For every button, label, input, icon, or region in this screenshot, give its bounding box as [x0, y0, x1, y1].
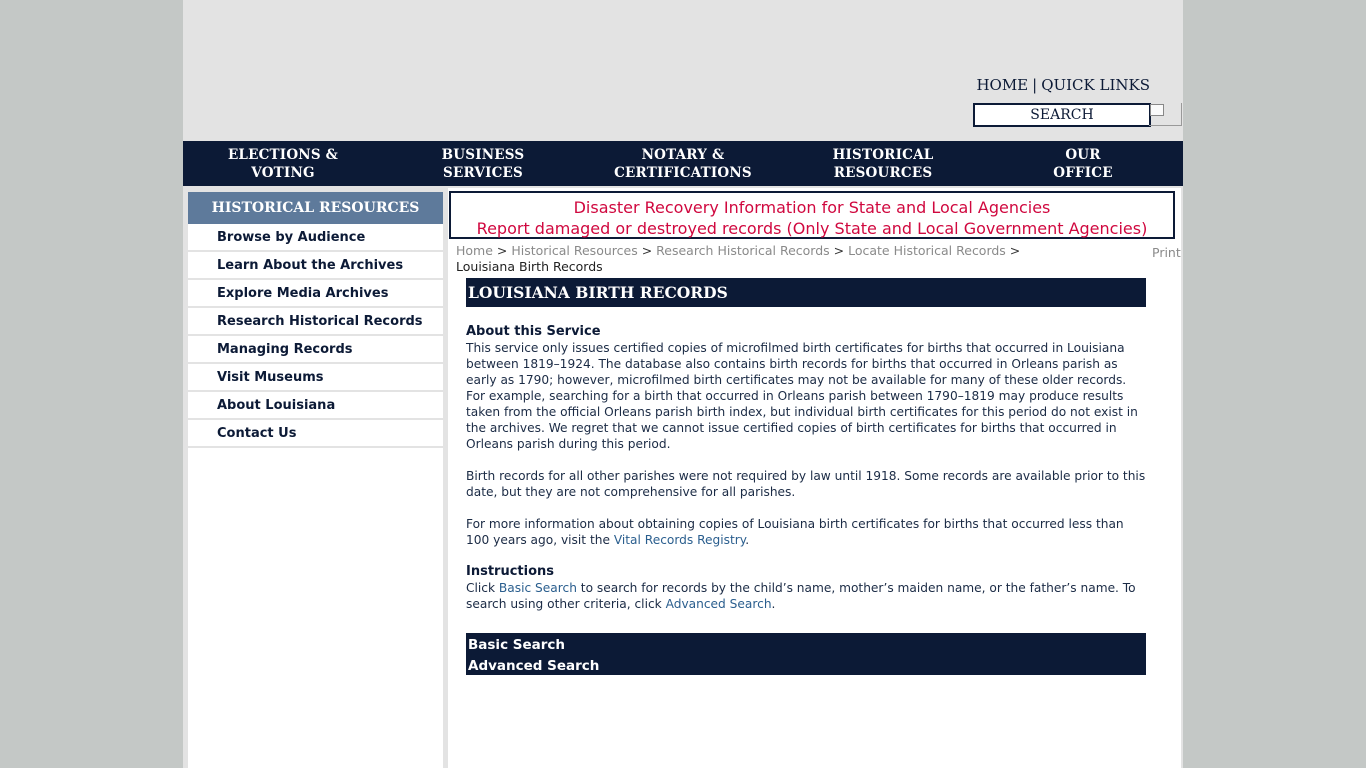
home-link[interactable]: HOME: [976, 76, 1029, 94]
sidebar-item-browse-by-audience[interactable]: Browse by Audience: [188, 224, 443, 252]
about-paragraph-3: [466, 516, 1146, 548]
sidebar-item-research-historical-records[interactable]: Research Historical Records: [188, 308, 443, 336]
nav-elections-voting[interactable]: ELECTIONS & VOTING: [227, 147, 339, 181]
vital-records-registry-link[interactable]: Vital Records Registry: [613, 533, 746, 547]
about-p3-text: For more information about obtaining copies of Louisiana birth certificates for births that occurred less than 100 years ago, visit the: [466, 517, 1124, 547]
about-paragraph-2: Birth records for all other parishes were not required by law until 1918. Some records are available prior to this date, but they are not comprehensive for all parishes.: [466, 469, 1146, 499]
page-title: LOUISIANA BIRTH RECORDS: [466, 278, 1146, 307]
breadcrumb-historical-resources[interactable]: Historical Resources: [511, 243, 638, 258]
broken-image-icon: [1150, 104, 1164, 116]
about-p3-end: .: [745, 533, 750, 547]
article: [466, 278, 1146, 675]
breadcrumb-separator: >: [1005, 243, 1021, 258]
nav-notary-certifications[interactable]: NOTARY & CERTIFICATIONS: [614, 147, 752, 181]
instr-text-end: .: [771, 597, 776, 611]
top-links-separator: |: [1032, 76, 1038, 94]
print-link[interactable]: Print: [1152, 245, 1181, 260]
advanced-search-inline-link[interactable]: Advanced Search: [665, 597, 772, 611]
nav-our-office[interactable]: OUR OFFICE: [1053, 147, 1113, 181]
sidebar-item-contact-us[interactable]: Contact Us: [188, 420, 443, 448]
breadcrumb-locate-historical-records[interactable]: Locate Historical Records: [848, 243, 1006, 258]
basic-search-link[interactable]: Basic Search: [468, 637, 566, 653]
breadcrumb-home[interactable]: Home: [456, 243, 493, 258]
basic-search-inline-link[interactable]: Basic Search: [498, 581, 577, 595]
breadcrumb-separator: >: [492, 243, 512, 258]
breadcrumb-separator: >: [829, 243, 849, 258]
sidebar-item-learn-about-archives[interactable]: Learn About the Archives: [188, 252, 443, 280]
instr-text-start: Click: [466, 581, 499, 595]
nav-historical-resources[interactable]: HISTORICAL RESOURCES: [832, 147, 934, 181]
page: [183, 0, 1183, 768]
header: [183, 0, 1183, 141]
top-links: [976, 76, 1150, 94]
instructions-paragraph: [466, 580, 1146, 612]
about-paragraph-1: This service only issues certified copies of microfilmed birth certificates for births that occurred in Louisiana between 1819–1924. The database also contains birth records for births that occurred in Orleans parish as early as 1790; however, microfilmed birth certificates may not be available for many of these older records. For example, searching for a birth that occurred in Orleans parish between 1790–1819 may produce results taken from the official Orleans parish birth index, but individual birth certificates for this period do not exist in the archives. We regret that we cannot issue certified copies of birth certificates for births that occurred in Orleans parish during this period.: [466, 341, 1138, 451]
alert-link-report-damaged[interactable]: Report damaged or destroyed records (Only State and Local Government Agencies): [476, 219, 1148, 238]
breadcrumb: [456, 243, 1076, 275]
quick-links-link[interactable]: QUICK LINKS: [1041, 76, 1150, 94]
breadcrumb-current: Louisiana Birth Records: [456, 259, 603, 274]
instr-text-mid: to search for records by the child’s name, mother’s maiden name, or the father’s name. To search using other criteria, click: [466, 581, 1136, 611]
breadcrumb-research-historical-records[interactable]: Research Historical Records: [656, 243, 830, 258]
breadcrumb-separator: >: [637, 243, 657, 258]
search-input[interactable]: SEARCH: [973, 103, 1151, 127]
main-content: [448, 188, 1181, 768]
about-heading: About this Service: [466, 324, 601, 339]
search-button-icon[interactable]: [1149, 103, 1182, 126]
sidebar-item-visit-museums[interactable]: Visit Museums: [188, 364, 443, 392]
sidebar-item-explore-media-archives[interactable]: Explore Media Archives: [188, 280, 443, 308]
disaster-alert-box: [449, 191, 1175, 239]
main-nav: [183, 141, 1183, 186]
instructions-heading: Instructions: [466, 564, 555, 579]
sidebar-item-about-louisiana[interactable]: About Louisiana: [188, 392, 443, 420]
sidebar-item-managing-records[interactable]: Managing Records: [188, 336, 443, 364]
sidebar-title[interactable]: HISTORICAL RESOURCES: [188, 192, 443, 224]
nav-business-services[interactable]: BUSINESS SERVICES: [441, 147, 525, 181]
search-options-bar: [466, 633, 1146, 675]
sidebar: [188, 192, 443, 768]
advanced-search-link[interactable]: Advanced Search: [468, 658, 600, 674]
alert-link-disaster-recovery[interactable]: Disaster Recovery Information for State and Local Agencies: [573, 198, 1051, 217]
